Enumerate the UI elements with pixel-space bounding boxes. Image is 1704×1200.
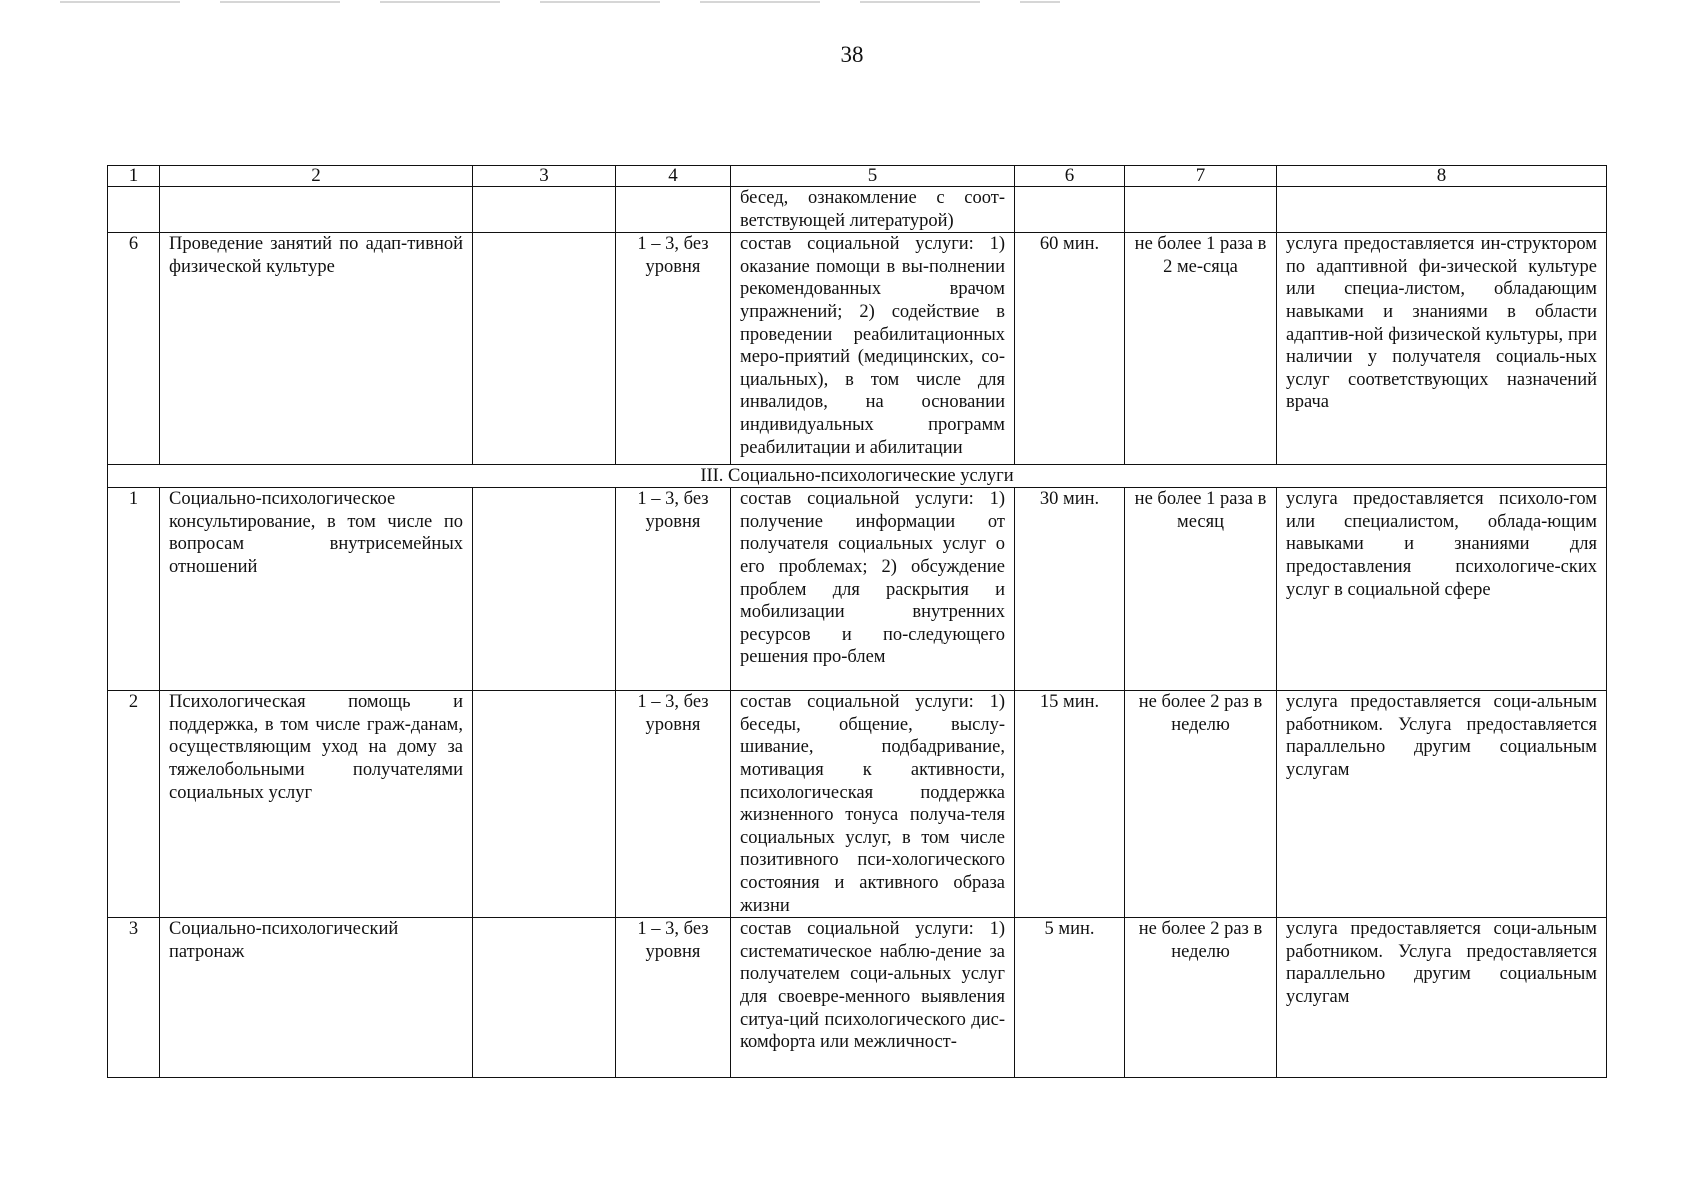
column-number-row: [108, 166, 1607, 187]
cell-empty: [108, 187, 160, 233]
section-title: III. Социально-психологические услуги: [108, 465, 1607, 488]
cell-col3: [473, 233, 616, 465]
cell-level: 1 – 3, без уровня: [616, 488, 731, 691]
table-row: [108, 488, 1607, 691]
cell-col3: [473, 691, 616, 918]
cell-empty: [616, 187, 731, 233]
cell-conditions: услуга предоставляется психоло-гом или специалистом, облада-ющим навыками и знаниями для предоставления психологиче-ских услуг в социальной сфере: [1277, 488, 1607, 691]
cell-level: 1 – 3, без уровня: [616, 233, 731, 465]
cell-col3: [473, 918, 616, 1078]
cell-composition: состав социальной услуги: 1) систематическое наблю-дение за получателем соци-альных услуг для своевре-менного выявления ситуа-ций психологического дис-комфорта или межличност-: [731, 918, 1015, 1078]
table-row: [108, 233, 1607, 465]
cell-number: 3: [108, 918, 160, 1078]
column-header: 3: [473, 166, 616, 187]
cell-level: 1 – 3, без уровня: [616, 918, 731, 1078]
column-header: 1: [108, 166, 160, 187]
cell-time: 60 мин.: [1015, 233, 1125, 465]
cell-empty: [473, 187, 616, 233]
scan-edge-artifact: [60, 1, 1060, 3]
cell-time: 5 мин.: [1015, 918, 1125, 1078]
section-row: [108, 465, 1607, 488]
cell-service-name: Психологическая помощь и поддержка, в том числе граж-данам, осуществляющим уход на дому за тяжелобольными получателями социальных услуг: [160, 691, 473, 918]
cell-frequency: не более 1 раза в месяц: [1125, 488, 1277, 691]
cell-service-name: Проведение занятий по адап-тивной физической культуре: [160, 233, 473, 465]
cell-empty: [1015, 187, 1125, 233]
services-table: [107, 165, 1607, 1078]
cell-conditions: услуга предоставляется соци-альным работником. Услуга предоставляется параллельно другим социальным услугам: [1277, 691, 1607, 918]
cell-service-name: Социально-психологический патронаж: [160, 918, 473, 1078]
cell-conditions: услуга предоставляется ин-структором по адаптивной фи-зической культуре или специа-листом, обладающим навыками и знаниями в области адаптив-ной физической культуры, при наличии у получателя социаль-ных услуг соответствующих назначений врача: [1277, 233, 1607, 465]
cell-frequency: не более 2 раз в неделю: [1125, 691, 1277, 918]
column-header: 2: [160, 166, 473, 187]
cell-empty: [1277, 187, 1607, 233]
column-header: 8: [1277, 166, 1607, 187]
continuation-row: [108, 187, 1607, 233]
cell-service-name: Социально-психологическое консультирование, в том числе по вопросам внутрисемейных отношений: [160, 488, 473, 691]
table-row: [108, 691, 1607, 918]
page-number: 38: [840, 42, 864, 67]
cell-time: 15 мин.: [1015, 691, 1125, 918]
table-row: [108, 918, 1607, 1078]
cell-empty: [160, 187, 473, 233]
cell-number: 6: [108, 233, 160, 465]
cell-number: 2: [108, 691, 160, 918]
cell-time: 30 мин.: [1015, 488, 1125, 691]
cell-composition: состав социальной услуги: 1) беседы, общение, выслу-шивание, подбадривание, мотивация к активности, психологическая поддержка жизненного тонуса получа-теля социальных услуг, в том числе позитивного пси-хологического состояния и активного образа жизни: [731, 691, 1015, 918]
column-header: 6: [1015, 166, 1125, 187]
column-header: 5: [731, 166, 1015, 187]
column-header: 7: [1125, 166, 1277, 187]
cell-conditions: услуга предоставляется соци-альным работником. Услуга предоставляется параллельно другим социальным услугам: [1277, 918, 1607, 1078]
column-header: 4: [616, 166, 731, 187]
cell-composition: бесед, ознакомление с соот-ветствующей литературой): [731, 187, 1015, 233]
cell-number: 1: [108, 488, 160, 691]
cell-composition: состав социальной услуги: 1) оказание помощи в вы-полнении рекомендованных врачом упражнений; 2) содействие в проведении реабилитационных меро-приятий (медицинских, со-циальных), в том числе для инвалидов, на основании индивидуальных программ реабилитации и абилитации: [731, 233, 1015, 465]
cell-frequency: не более 1 раза в 2 ме-сяца: [1125, 233, 1277, 465]
cell-empty: [1125, 187, 1277, 233]
cell-frequency: не более 2 раз в неделю: [1125, 918, 1277, 1078]
cell-col3: [473, 488, 616, 691]
cell-composition: состав социальной услуги: 1) получение информации от получателя социальных услуг о его проблемах; 2) обсуждение проблем для раскрытия и мобилизации внутренних ресурсов и по-следующего решения про-блем: [731, 488, 1015, 691]
cell-level: 1 – 3, без уровня: [616, 691, 731, 918]
